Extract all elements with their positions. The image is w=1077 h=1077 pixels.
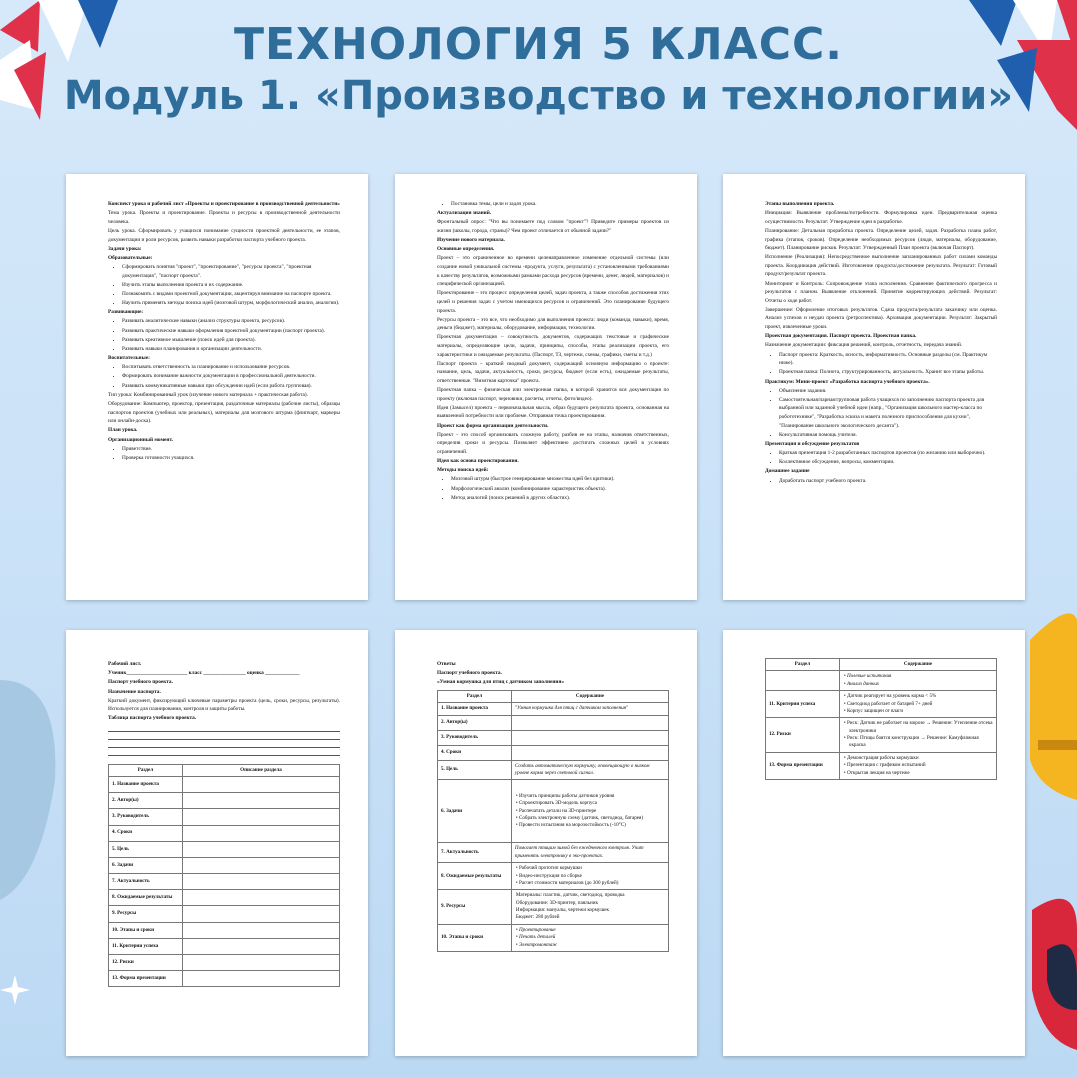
stage-2: Планирование: Детальная проработка проекта. Определение целей, задач. Разработка плана работ, графика (этапов, сроков). Определение необходимых ресурсов (люди, материалы, оборудование, бюджет). Планирование рисков. Результат: Утвержденный План проекта (включая Паспорт). [765,227,997,252]
row-label: 6. Задачи [109,857,183,873]
row-label: 13. Форма презентации [109,971,183,987]
passport-table-continued [765,658,997,780]
row-label: 11. Критерии успеха [109,938,183,954]
act-heading: Актуализация знаний. [437,210,492,217]
column-header: Раздел [438,690,512,702]
row-label: 4. Сроки [438,745,512,760]
table-row [438,730,669,745]
row-label: 8. Ожидаемые результаты [438,863,512,890]
list-item: • Формировать понимание важности документации в профессиональной деятельности. [122,372,340,381]
row-label: 3. Руководитель [109,809,183,825]
row-answer-cell[interactable] [182,874,339,890]
column-header: Содержание [839,659,996,671]
doc-heading: Проектная документация. Паспорт проекта. Проектная папка. [765,333,917,340]
top-list [437,200,669,209]
new-heading: Изучение нового материала. [437,237,505,244]
table-row [109,890,340,906]
presentation-heading: Презентация и обсуждение результатов [765,440,860,447]
row-content-item: • Полевые испытания [843,673,892,680]
title-line-2: Модуль 1. «Производство и технологии» [63,72,1014,119]
list-item: • Проверка готовности учащихся. [122,454,340,463]
list-item: • Развивать креативное мышление (поиск идей для проекта). [122,336,340,345]
table-row [109,922,340,938]
row-label: 7. Актуальность [438,843,512,863]
gear-decoration-left [0,640,60,940]
table-row [109,809,340,825]
worksheet-title: Рабочий лист. [108,661,142,667]
table-row [109,793,340,809]
list-item: • Постановка темы, цели и задач урока. [451,200,669,209]
row-label: 8. Ожидаемые результаты [109,890,183,906]
row-content [511,890,668,925]
row-label: 3. Руководитель [438,730,512,745]
row-answer-cell[interactable] [182,841,339,857]
row-answer-cell[interactable] [182,955,339,971]
row-content-item: • Датчик реагирует на уровень корма < 5% [843,693,937,700]
stages-heading: Этапы выполнения проекта. [765,201,835,207]
row-content [511,730,668,745]
org-heading: Организационный момент. [108,436,173,443]
table-row [438,760,669,780]
edu-list [108,263,340,308]
tasks-heading: Задачи урока: [108,245,142,252]
column-header: Описание раздела [182,764,339,776]
document-page-4 [66,630,368,1056]
passport-heading: Паспорт учебного проекта. [108,679,173,686]
table-row [109,776,340,792]
list-item: • Самостоятельная/парная/групповая работа учащихся по заполнению паспорта проекта для выбранной или заданной учебной идеи (напр., "Организация школьного мастер-класса по робототехнике", "Разработка эскиза и макета полезного приспособления для кухни", "Планирование школьного экологического десанта"). [779,396,997,430]
list-item: • Объяснение задания. [779,387,997,396]
row-content-item: • Светодиод работает от батарей 7+ дней [843,700,933,707]
methods-heading: Методы поиска идей: [437,467,489,474]
list-item: • Метод аналогий (поиск решений в других областях). [451,494,669,503]
dev-list [108,317,340,353]
row-content-item: • Презентация с графиком испытаний [843,762,926,769]
row-content-item: Бюджет: 280 рублей [515,914,560,921]
edu-heading: Образовательные: [108,254,153,261]
table-row [438,703,669,715]
defs-heading: Основные определения. [437,246,495,253]
purpose-text: Краткий документ, фиксирующий ключевые параметры проекта (цель, сроки, ресурсы, результаты). Используется для планирования, контроля и защиты работы. [108,697,340,713]
row-answer-cell[interactable] [182,922,339,938]
def-passport: Паспорт проекта – краткий сводный документ, содержащий основную информацию о проекте: название, цель, задачи, актуальность, сроки, ресурсы, бюджет (если есть), ожидаемые результаты, ответственные. "Визитная карточка" проекта. [437,360,669,384]
table-row [109,825,340,841]
list-item: • Развивать навыки планирования и организации деятельности. [122,345,340,354]
passport-table-blank [108,764,340,988]
list-item: • Развивать практические навыки оформления проектной документации (паспорт проекта). [122,327,340,336]
table-row [766,752,997,779]
form-text: Проект – это способ организовать сложную работу, разбив ее на этапы, назначив ответственных, определив сроки и ресурсы. Позволяет эффективно достигать сложных целей в условиях ограничений. [437,431,669,455]
row-content-item: • Корпус защищен от влаги [843,707,904,714]
row-label: 10. Этапы и сроки [438,924,512,951]
row-content [511,863,668,890]
row-content [839,752,996,779]
table-row [438,924,669,951]
sparkle-decoration [0,975,30,1005]
list-item: • Доработать паспорт учебного проекта. [779,477,997,486]
passport-table-filled [437,690,669,952]
row-content [511,924,668,951]
row-answer-cell[interactable] [182,890,339,906]
list-item: • Краткая презентация 1-2 разработанных паспортов проектов (по желанию или выборочно). [779,449,997,458]
def-idea: Идея (Замысел) проекта – первоначальная мысль, образ будущего результата проекта, основанная на выявленной потребности или проблеме. Отправная точка проектирования. [437,404,669,420]
list-item: • Развивать коммуникативные навыки при обсуждении идей (если работа групповая). [122,382,340,391]
row-answer-cell[interactable] [182,971,339,987]
stage-1: Инициация: Выявление проблемы/потребности. Формулировка идеи. Предварительная оценка осуществимости. Результат: Утверждение идеи в разработке. [765,210,997,225]
row-content [839,718,996,753]
row-content-item: Материалы: пластик, датчик, светодиод, проводка [515,892,625,899]
row-content [511,780,668,843]
row-label: 9. Ресурсы [109,906,183,922]
stage-4: Мониторинг и Контроль: Сопровождение этапа исполнения. Сравнение фактического прогресса и результатов с планом. Выявление отклонений. Принятие корректирующих действий. Результат: Отчеты о ходе работ. [765,280,997,304]
row-answer-cell[interactable] [182,809,339,825]
row-label: 4. Сроки [109,825,183,841]
list-item: • Воспитывать ответственность за планирование и использование ресурсов. [122,363,340,372]
plan-heading: План урока. [108,427,138,434]
document-page-6 [723,630,1025,1056]
form-heading: Проект как форма организации деятельности. [437,422,549,429]
row-answer-cell[interactable] [182,825,339,841]
doc-list [765,351,997,377]
row-content-item: Оборудование: 3D-принтер, паяльник [515,899,598,906]
def-folder: Проектная папка – физическая или электронная папка, в которой хранится вся документация по проекту (включая паспорт, черновики, расчеты, отчеты, фото/видео). [437,387,669,402]
row-content [511,843,668,863]
table-row [438,745,669,760]
table-row [766,671,997,691]
def-resources: Ресурсы проекта – это все, что необходимо для выполнения проекта: люди (команда, навыки), время, деньги (бюджет), материалы, оборудование, информация, технологии. [437,316,669,332]
row-content [511,703,668,715]
table-row [438,780,669,843]
answer-line[interactable] [108,732,340,740]
title-line-1: ТЕХНОЛОГИЯ 5 КЛАСС. [233,19,844,70]
table-row [766,718,997,753]
list-item: • Сформировать понятия "проект", "проектирование", "ресурсы проекта", "проектная документация", "паспорт проекта". [122,263,340,280]
row-content-item: • Рабочий прототип кормушки [515,865,582,872]
row-content-item: • Печать деталей [515,934,556,941]
act-text: Фронтальный опрос: "Что вы понимаете под словом "проект"? Приведите примеры проектов из жизни (школы, города, страны)? Чем проект отличается от обычной задачи?" [437,219,669,234]
row-content-item: • Открытая лекция на чертеже [843,769,910,776]
lesson-equipment: Оборудование: Компьютер, проектор, презентация, раздаточные материалы (рабочие листы), образцы паспортов проектов (учебных или реальных), материалы для мозгового штурма (флипчарт, маркеры или онлайн-доска). [108,401,340,425]
row-content-item: • Анализ данных [843,680,880,687]
row-label: 11. Критерии успеха [766,691,840,718]
list-item: • Развивать аналитические навыки (анализ структуры проекта, ресурсов). [122,317,340,326]
list-item: • Мозговой штурм (быстрое генерирование множества идей без критики). [451,475,669,484]
lesson-topic: Тема урока. Проекты и проектирование. Проекты и ресурсы в производственной деятельности человека. [108,210,340,225]
stage-3: Исполнение (Реализация): Непосредственное выполнение запланированных работ силами команды проекта. Координация действий. Изготовление продукта/достижение результата. Результат: Готовый продукт/результат проекта. [765,254,997,278]
org-list [108,445,340,463]
row-content-item: • Расчет стоимости материалов (до 300 рублей) [515,879,619,886]
table-row [109,841,340,857]
document-page-1 [66,174,368,600]
vos-list [108,363,340,390]
row-label: 7. Актуальность [109,874,183,890]
table-row [109,938,340,954]
row-content-item: • Риск: Датчик не работает на морозе → Решение: Утепление отсека электроники [843,720,993,734]
list-item: • Коллективное обсуждение, вопросы, комментарии. [779,458,997,467]
practicum-list [765,387,997,440]
homework-list [765,477,997,486]
def-design: Проектирование – это процесс определения целей, задач проекта, а также способов достижения этих целей и решения задач с учетом имеющихся ресурсов и ограничений. Это планирование будущего проекта. [437,290,669,314]
row-content-item: • Спроектировать 3D-модель корпуса [515,800,597,807]
row-answer-cell[interactable] [182,857,339,873]
def-documentation: Проектная документация – совокупность документов, содержащих текстовые и графические материалы, определяющие цели, задачи, принципы, способы, этапы реализации проекта, его характеристики и ожидаемые результаты. (Паспорт, ТЗ, чертежи, схемы, графики, сметы и т.д.) [437,334,669,358]
doc-text: Назначение документации: фиксация решений, контроль, отчетность, передача знаний. [765,342,963,349]
row-content-item: Создать автоматическую кормушку, оповещающую о низком уровне корма через световой сигнал. [514,762,650,777]
project-name: «Умная кормушка для птиц с датчиком заполнения» [437,679,564,686]
dev-heading: Развивающие: [108,309,144,316]
row-label: 1. Название проекта [438,703,512,715]
document-page-3 [723,174,1025,600]
answer-line[interactable] [108,748,340,756]
table-row [438,715,669,730]
row-content [511,760,668,780]
row-label: 2. Автор(ы) [109,793,183,809]
passport-heading: Паспорт учебного проекта. [437,670,502,677]
column-header: Раздел [109,764,183,776]
table-row [766,691,997,718]
answers-title: Ответы [437,661,456,667]
document-page-2 [395,174,697,600]
table-row [438,863,669,890]
row-label: 12. Риски [109,955,183,971]
row-answer-cell[interactable] [182,906,339,922]
row-label: 2. Автор(ы) [438,715,512,730]
page-title [0,18,1077,120]
presentation-list [765,449,997,467]
row-content-item: • Проектирование [515,926,556,933]
column-header: Содержание [511,690,668,702]
table-row [438,890,669,925]
table-row [438,843,669,863]
student-line: Ученик_______________________ класс ________________ оценка _____________ [108,670,300,677]
answer-line[interactable] [108,740,340,748]
row-content-item: • Собрать электронную схему (датчик, светодиод, батарея) [515,815,644,822]
table-row [109,971,340,987]
list-item: • Приветствие. [122,445,340,454]
row-label: 10. Этапы и сроки [109,922,183,938]
methods-list [437,475,669,502]
row-answer-cell[interactable] [182,776,339,792]
table-row [109,906,340,922]
list-item: • Познакомить с видами проектной документации, акцентируя внимание на паспорте проекта. [122,290,340,299]
tool-decoration-right [1022,870,1077,1070]
lesson-goal: Цель урока. Сформировать у учащихся понимание сущности проектной деятельности, ее этапов, документации и роли ресурсов, развить навыки разработки паспорта учебного проекта. [108,227,340,243]
row-content-item: • Изучить принципы работы датчиков уровня [515,792,615,799]
row-content-item: • Распечатать детали на 3D-принтере [515,807,597,814]
row-content-item: "Умная кормушка для птиц с датчиком заполнения" [514,705,629,712]
column-header: Раздел [766,659,840,671]
list-item: • Паспорт проекта: Краткость, ясность, информативность. Основные разделы (см. Практикум ниже). [779,351,997,368]
row-label: 6. Задачи [438,780,512,843]
answer-line[interactable] [108,724,340,732]
list-item: • Научить применять методы поиска идей (мозговой штурм, морфологический анализ, аналогии). [122,299,340,308]
row-label: 5. Цель [109,841,183,857]
row-content-item: • Видео-инструкция по сборке [515,872,582,879]
idea-heading: Идея как основа проектирования. [437,458,519,465]
list-item: • Консультативная помощь учителя. [779,431,997,440]
table-row [109,874,340,890]
row-content [511,715,668,730]
document-page-5 [395,630,697,1056]
row-label: 5. Цель [438,760,512,780]
row-answer-cell[interactable] [182,938,339,954]
row-content [839,691,996,718]
lesson-heading: Конспект урока и рабочий лист «Проекты и проектирование в производственной деятельности» [108,201,340,207]
row-content-item: Помогает птицам зимой без ежедневного контроля. Учит применять электронику в эко-проектах. [514,845,644,859]
row-content-item: • Риск: Птицы боятся конструкции → Решение: Камуфляжная окраска [843,735,979,749]
table-heading: Таблица паспорта учебного проекта. [108,715,197,722]
row-content-item: • Провести испытания на морозостойкость (-10°С) [515,822,626,829]
row-content-item: • Демонстрация работы кормушки [843,754,919,761]
vos-heading: Воспитательные: [108,355,150,362]
list-item: • Морфологический анализ (комбинирование характеристик объекта). [451,485,669,494]
list-item: • Проектная папка: Полнота, структурированность, актуальность. Хранит все этапы работы. [779,368,997,377]
stage-5: Завершение: Оформление итоговых результатов. Сдача продукта/результата заказчику или оценка. Анализ успехов и неудач проекта (ретроспектива). Архивация документации. Результат: Закрытый проект, извлеченные уроки. [765,306,997,331]
row-label [766,671,840,691]
practicum-heading: Практикум: Мини-проект «Разработка паспорта учебного проекта». [765,378,930,385]
row-label: 12. Риски [766,718,840,753]
row-label: 1. Название проекта [109,776,183,792]
row-content [839,671,996,691]
row-content-item: Информация: мануалы, чертежи кормушек [515,907,610,914]
row-label: 13. Форма презентации [766,752,840,779]
row-content [511,745,668,760]
def-project: Проект – это ограниченное во времени целенаправленное изменение отдельной системы (или создание новой уникальной системы -продукта, услуги, результата) с установленными требованиями к качеству результатов, возможными рамками расхода ресурсов (времени, денег, людей, материалов) и специфической организацией. [437,255,669,288]
list-item: • Изучить этапы выполнения проекта и их содержание. [122,281,340,290]
purpose-heading: Назначение паспорта. [108,688,161,695]
row-answer-cell[interactable] [182,793,339,809]
table-row [109,955,340,971]
table-row [109,857,340,873]
row-content-item: • Электромонтаж [515,941,558,948]
row-label: 9. Ресурсы [438,890,512,925]
lesson-type: Тип урока: Комбинированный урок (изучение нового материала + практическая работа). [108,391,308,398]
homework-heading: Домашнее задание [765,468,810,475]
